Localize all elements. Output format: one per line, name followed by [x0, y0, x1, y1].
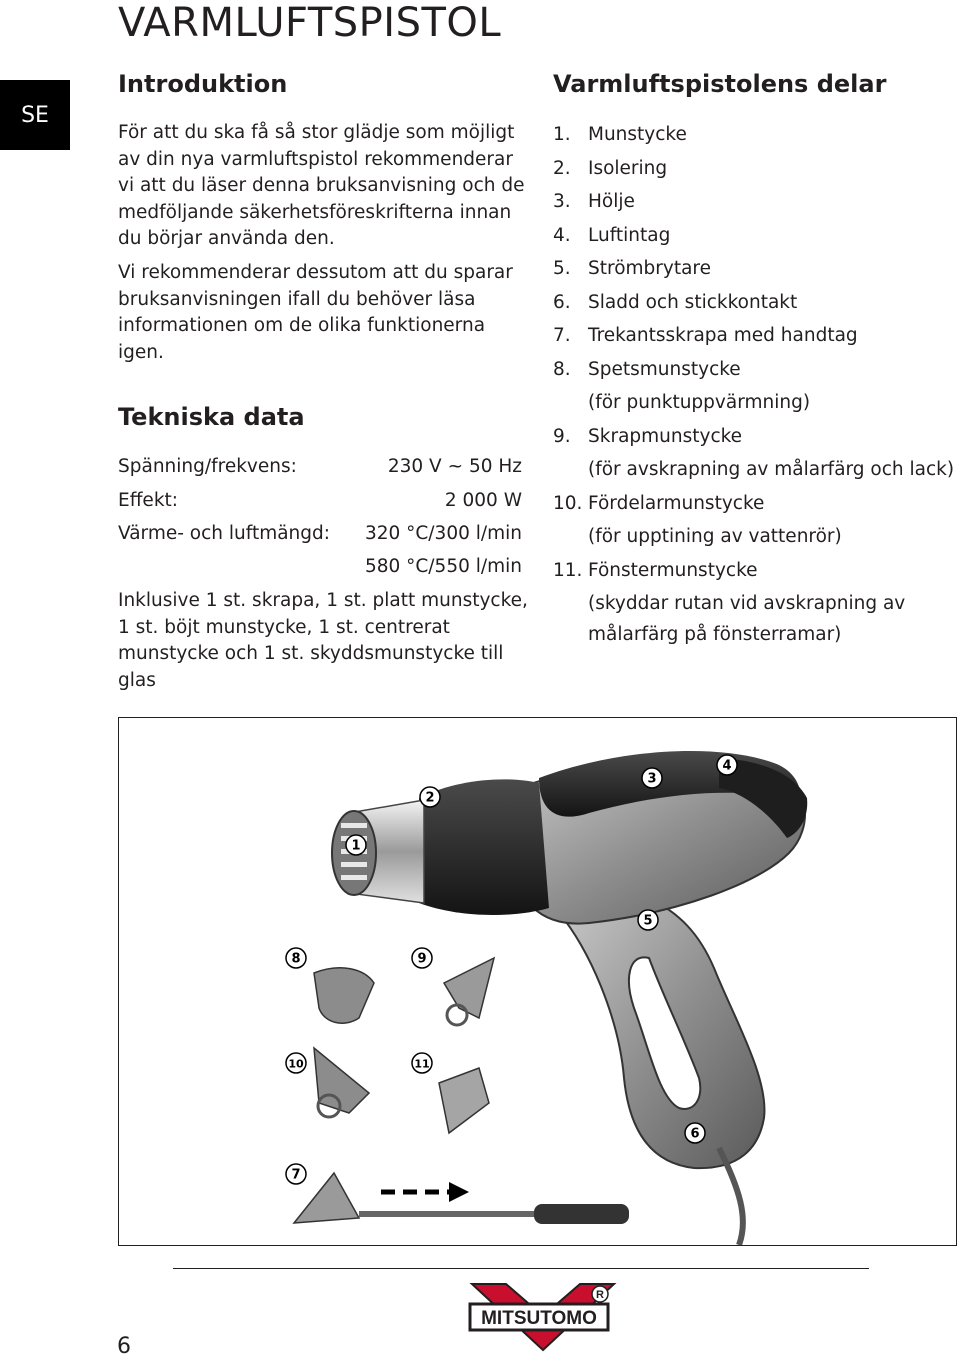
part-number: 1. [553, 124, 571, 145]
callout-6 [684, 1122, 706, 1148]
intro-line: medföljande säkerhetsföreskrifterna innan [118, 201, 512, 223]
part-label: Strömbrytare [588, 258, 712, 279]
parts-heading: Varmluftspistolens delar [553, 70, 887, 98]
callout-8 [285, 947, 307, 973]
spec-label: Effekt: [118, 490, 179, 511]
callout-2 [419, 786, 441, 812]
part-number: 9. [553, 425, 571, 447]
part-label: Isolering [588, 157, 668, 179]
callout-number: 9 [417, 951, 427, 967]
part-number: 7. [553, 325, 571, 346]
spec-label: Värme- och luftmängd: [118, 523, 331, 544]
product-figure [118, 717, 957, 1246]
included-line: munstycke och 1 st. skyddsmunstycke till [118, 643, 504, 664]
callout-number: 8 [291, 951, 301, 967]
callout-number: 5 [643, 913, 653, 929]
footer-divider [173, 1268, 869, 1269]
specs-heading: Tekniska data [118, 403, 305, 431]
list-item [553, 152, 954, 186]
callout-number: 2 [425, 790, 435, 806]
part-label: Sladd och stickkontakt [588, 291, 798, 313]
included-line: glas [118, 669, 156, 691]
part-number: 8. [553, 358, 571, 380]
list-item [553, 554, 954, 649]
list-item [553, 185, 954, 219]
callout-1 [345, 834, 367, 860]
intro-line: bruksanvisningen ifall du behöver läsa [118, 288, 476, 310]
callout-number: 11 [414, 1057, 430, 1071]
spec-value: 2 000 W [444, 490, 522, 511]
part-label: Luftintag [588, 224, 671, 246]
callout-number: 6 [690, 1126, 700, 1142]
part-note: (för avskrapning av målarfärg och lack) [588, 459, 955, 480]
part-number: 10. [553, 492, 583, 514]
page-number: 6 [117, 1334, 131, 1359]
part-label: Fönstermunstycke [588, 559, 758, 581]
intro-line: Vi rekommenderar dessutom att du sparar [118, 262, 513, 283]
spec-label: Spänning/frekvens: [118, 456, 297, 477]
language-tab: SE [0, 80, 70, 150]
part-note: målarfärg på fönsterramar) [588, 623, 842, 645]
intro-paragraph-2 [118, 260, 538, 366]
heat-gun-illustration [119, 718, 956, 1245]
callout-7 [285, 1163, 307, 1189]
part-number: 3. [553, 191, 571, 212]
registered-mark [590, 1284, 610, 1308]
part-label: Hölje [588, 191, 635, 212]
callout-number: 1 [351, 838, 361, 854]
intro-line: informationen om de olika funktionerna [118, 315, 486, 336]
part-number: 11. [553, 559, 583, 581]
included-line: Inklusive 1 st. skrapa, 1 st. platt munstycke, [118, 590, 528, 611]
registered-letter: R [596, 1289, 604, 1301]
part-label: Spetsmunstycke [588, 358, 741, 380]
callout-number: 4 [722, 758, 732, 774]
included-line: 1 st. böjt munstycke, 1 st. centrerat [118, 616, 450, 638]
callout-4 [716, 754, 738, 780]
callout-11 [411, 1052, 433, 1078]
part-number: 2. [553, 157, 571, 179]
intro-line: vi att du läser denna bruksanvisning och de [118, 175, 525, 196]
included-items [118, 588, 538, 694]
callout-number: 10 [288, 1057, 304, 1071]
spec-value: 320 °C/300 l/min [364, 523, 522, 544]
part-note: (för punktuppvärmning) [588, 392, 811, 413]
list-item [553, 286, 954, 320]
part-number: 5. [553, 258, 571, 279]
intro-line: du börjar använda den. [118, 228, 335, 249]
callout-number: 3 [647, 771, 657, 787]
list-item [553, 319, 954, 353]
callout-5 [637, 909, 659, 935]
callout-9 [411, 947, 433, 973]
spec-value: 580 °C/550 l/min [364, 556, 522, 577]
brand-name: MITSUTOMO [481, 1308, 597, 1329]
page-title: VARMLUFTSPISTOL [118, 0, 502, 46]
callout-number: 7 [291, 1167, 301, 1183]
part-number: 6. [553, 291, 571, 313]
spec-value: 230 V ~ 50 Hz [387, 456, 522, 477]
callout-3 [641, 767, 663, 793]
part-note: (skyddar rutan vid avskrapning av [588, 593, 906, 614]
list-item [553, 219, 954, 253]
parts-list [553, 118, 954, 649]
list-item [553, 420, 954, 487]
part-label: Skrapmunstycke [588, 425, 743, 447]
part-label: Munstycke [588, 124, 687, 145]
list-item [553, 353, 954, 420]
callout-10 [285, 1052, 307, 1078]
intro-line: igen. [118, 341, 164, 363]
list-item [553, 487, 954, 554]
intro-line: För att du ska få så stor glädje som möjligt [118, 122, 515, 143]
intro-line: av din nya varmluftspistol rekommenderar [118, 148, 513, 170]
part-number: 4. [553, 224, 571, 246]
list-item [553, 118, 954, 152]
intro-paragraph-1 [118, 120, 538, 253]
list-item [553, 252, 954, 286]
part-note: (för upptining av vattenrör) [588, 526, 842, 547]
part-label: Fördelarmunstycke [588, 492, 765, 514]
intro-heading: Introduktion [118, 70, 288, 98]
part-label: Trekantsskrapa med handtag [588, 325, 858, 346]
